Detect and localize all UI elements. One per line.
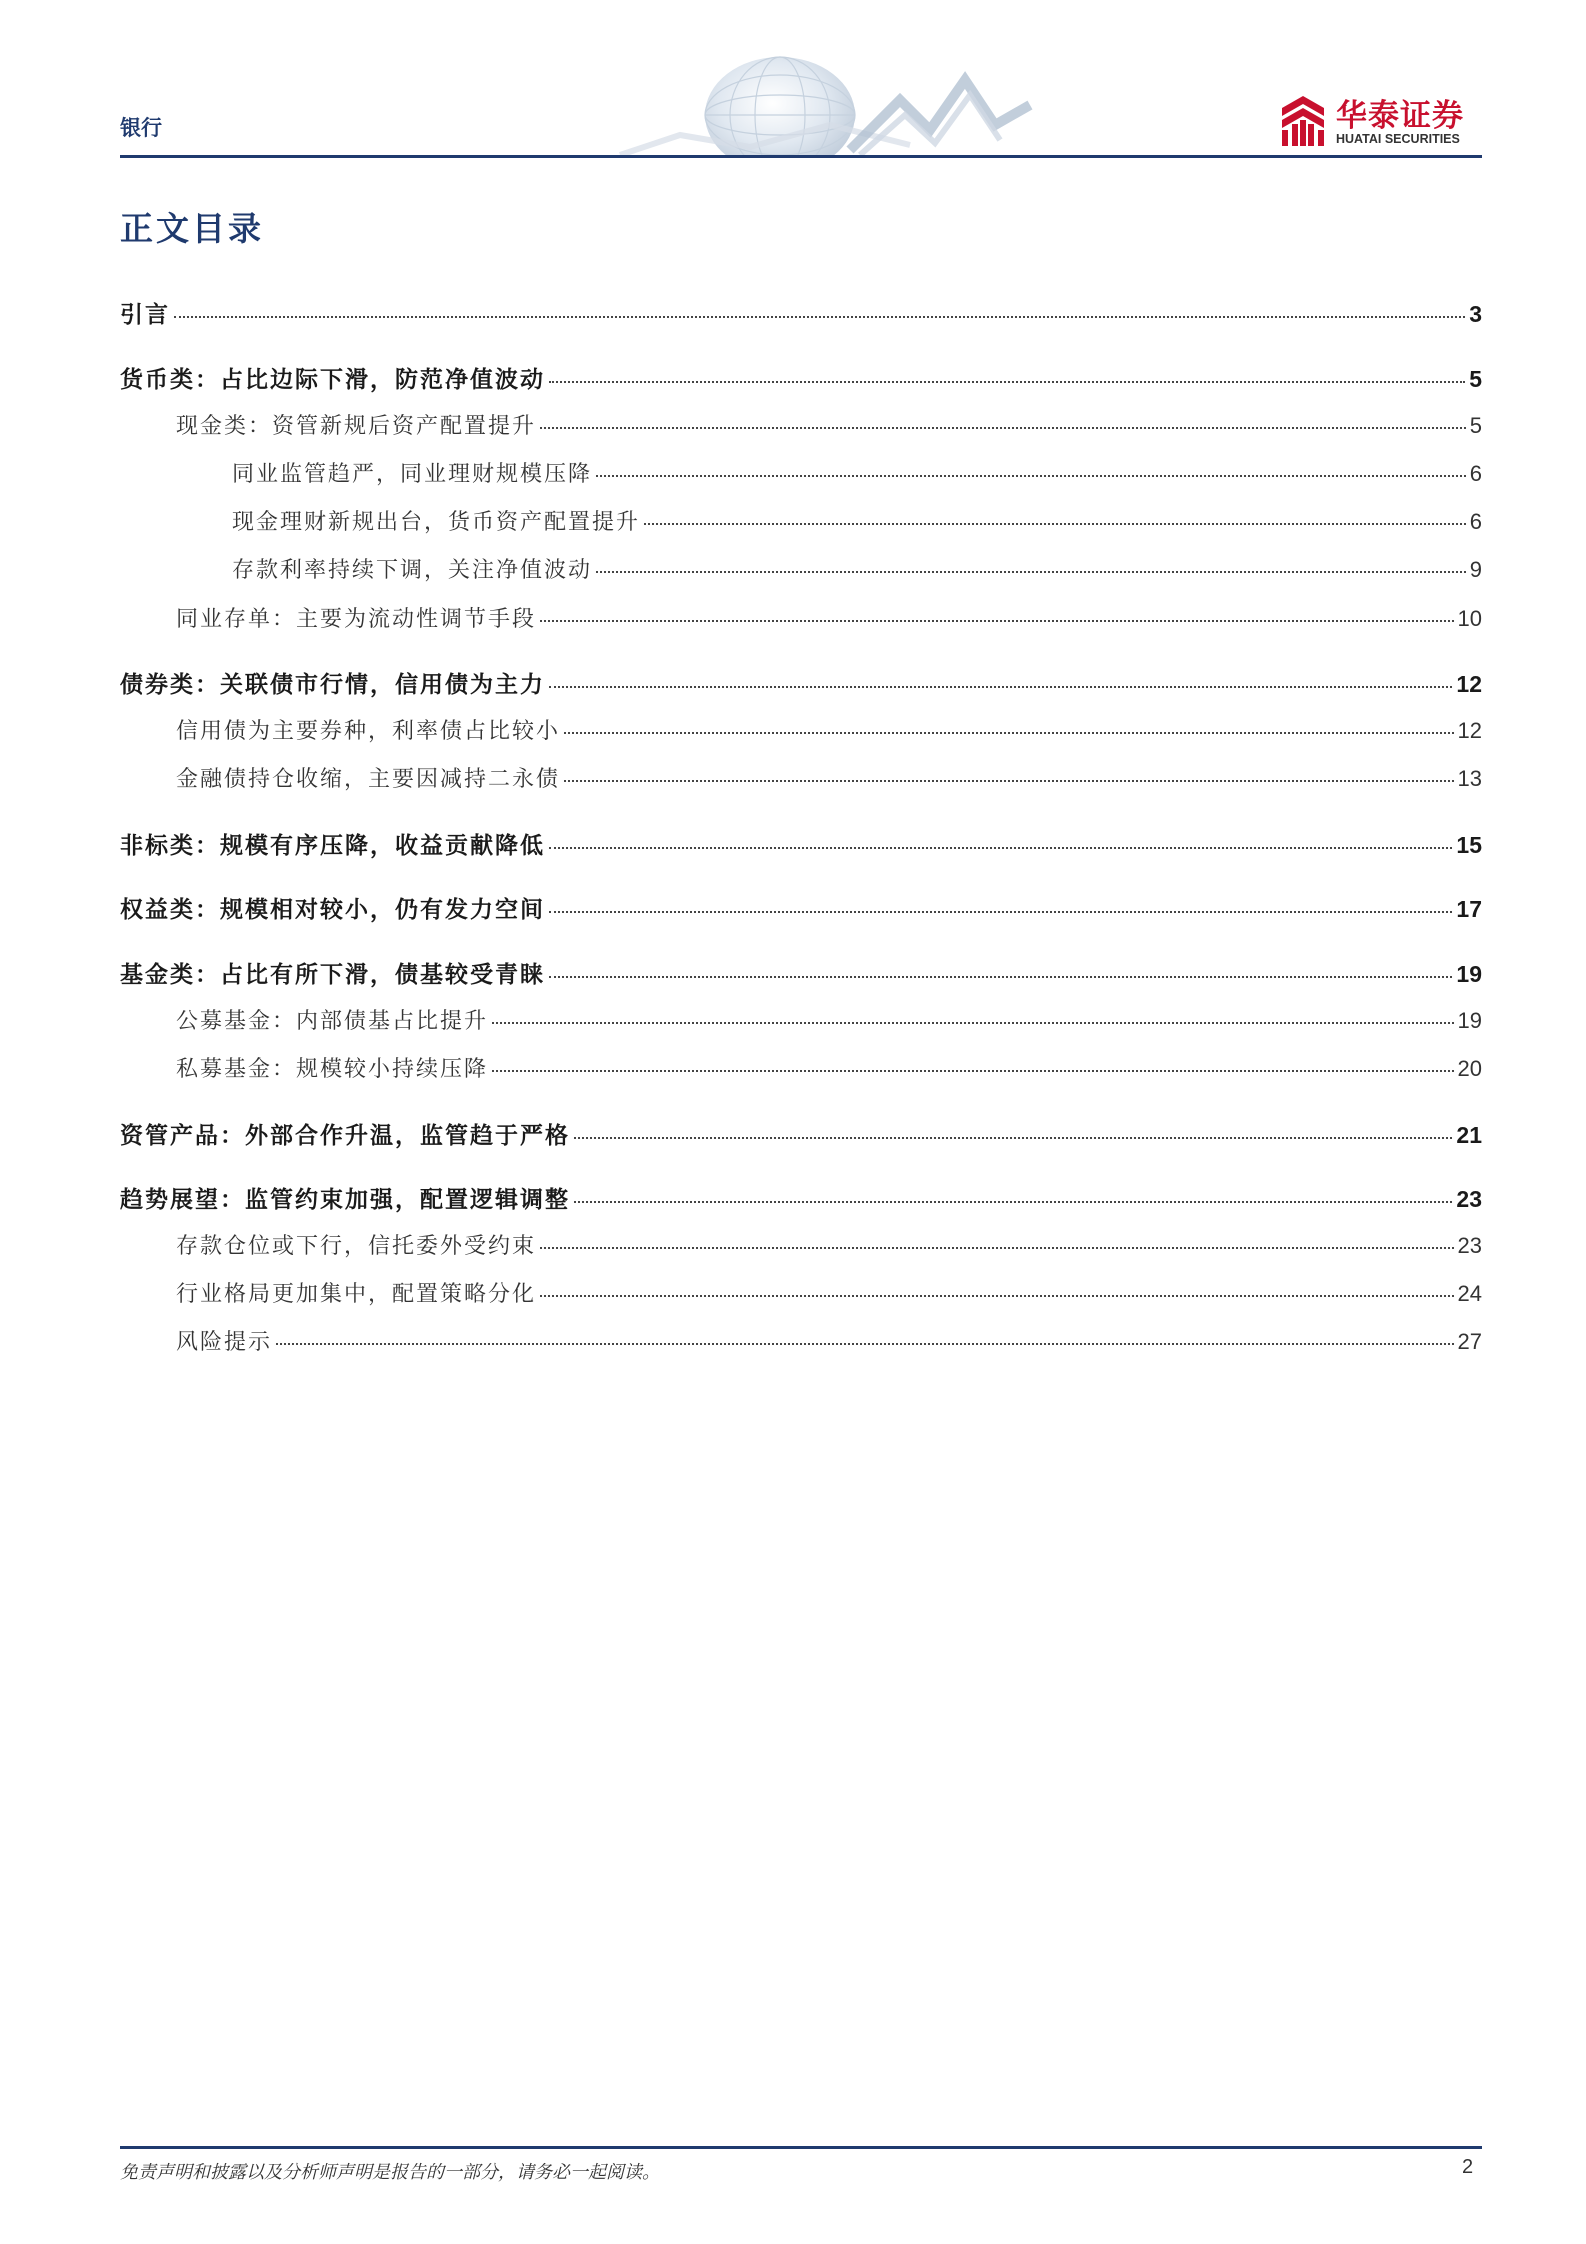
- toc-dot-leader: [549, 847, 1452, 849]
- toc-entry[interactable]: [176, 762, 1482, 796]
- toc-entry-label: 公募基金：内部债基占比提升: [176, 1009, 489, 1034]
- page-number: 2: [1462, 2156, 1474, 2178]
- toc-entry[interactable]: [176, 1277, 1482, 1311]
- toc-entry-label: 现金类：资管新规后资产配置提升: [176, 414, 537, 439]
- toc-entry[interactable]: [176, 409, 1482, 443]
- toc-entry-page: 5: [1469, 366, 1482, 392]
- header-section-label: 银行: [120, 116, 162, 140]
- toc-entry-page: 9: [1469, 557, 1482, 582]
- huatai-logo: [1278, 94, 1478, 150]
- toc-entry-label: 货币类：占比边际下滑，防范净值波动: [120, 366, 545, 393]
- toc-entry-label: 非标类：规模有序压降，收益贡献降低: [120, 832, 545, 859]
- brand-name-cn: 华泰证券: [1336, 98, 1464, 134]
- toc-dot-leader: [574, 1137, 1452, 1139]
- toc-entry[interactable]: [176, 602, 1482, 636]
- toc-entry-page: 20: [1457, 1056, 1482, 1081]
- toc-dot-leader: [492, 1022, 1454, 1024]
- toc-entry-label: 存款仓位或下行，信托委外受约束: [176, 1234, 537, 1259]
- toc-entry[interactable]: [120, 956, 1482, 990]
- toc-dot-leader: [540, 620, 1454, 622]
- toc-dot-leader: [540, 1247, 1454, 1249]
- header-decorative-globe-graphic: [600, 55, 1060, 155]
- toc-entry[interactable]: [120, 296, 1482, 330]
- brand-name-en: HUATAI SECURITIES: [1336, 132, 1460, 146]
- toc-entry-label: 行业格局更加集中，配置策略分化: [176, 1282, 537, 1307]
- toc-entry-page: 6: [1469, 509, 1482, 534]
- huatai-logo-icon: [1278, 94, 1328, 146]
- toc-entry-page: 19: [1456, 961, 1482, 987]
- toc-entry-page: 5: [1469, 413, 1482, 438]
- toc-dot-leader: [549, 381, 1465, 383]
- toc-dot-leader: [174, 316, 1465, 318]
- toc-entry[interactable]: [176, 1229, 1482, 1263]
- toc-entry-label: 现金理财新规出台，货币资产配置提升: [232, 510, 641, 535]
- toc-dot-leader: [540, 427, 1466, 429]
- page-header: [0, 0, 1586, 160]
- toc-entry-label: 趋势展望：监管约束加强，配置逻辑调整: [120, 1186, 570, 1213]
- toc-entry[interactable]: [176, 1325, 1482, 1359]
- toc-entry[interactable]: [232, 553, 1482, 587]
- toc-entry-label: 私募基金：规模较小持续压降: [176, 1057, 489, 1082]
- toc-entry[interactable]: [176, 1052, 1482, 1086]
- toc-entry[interactable]: [232, 505, 1482, 539]
- toc-entry-page: 6: [1469, 461, 1482, 486]
- toc-entry-label: 债券类：关联债市行情，信用债为主力: [120, 671, 545, 698]
- toc-entry-page: 12: [1456, 671, 1482, 697]
- toc-entry-label: 权益类：规模相对较小，仍有发力空间: [120, 896, 545, 923]
- toc-entry-label: 金融债持仓收缩，主要因减持二永债: [176, 767, 561, 792]
- toc-entry-label: 信用债为主要券种，利率债占比较小: [176, 719, 561, 744]
- toc-dot-leader: [549, 976, 1452, 978]
- toc-entry-page: 21: [1456, 1122, 1482, 1148]
- toc-entry-label: 资管产品：外部合作升温，监管趋于严格: [120, 1122, 570, 1149]
- toc-entry[interactable]: [120, 827, 1482, 861]
- toc-dot-leader: [564, 780, 1454, 782]
- toc-dot-leader: [549, 686, 1452, 688]
- toc-entry[interactable]: [120, 891, 1482, 925]
- toc-title: 正文目录: [120, 209, 264, 248]
- toc-entry[interactable]: [176, 714, 1482, 748]
- toc-entry-page: 10: [1457, 606, 1482, 631]
- toc-dot-leader: [644, 523, 1466, 525]
- toc-entry-label: 风险提示: [176, 1330, 273, 1355]
- toc-entry-label: 存款利率持续下调，关注净值波动: [232, 558, 593, 583]
- footer-divider: [120, 2146, 1482, 2149]
- toc-entry-page: 23: [1456, 1186, 1482, 1212]
- toc-entry[interactable]: [120, 1117, 1482, 1151]
- header-divider: [120, 155, 1482, 158]
- toc-entry[interactable]: [120, 666, 1482, 700]
- toc-entry-page: 12: [1457, 718, 1482, 743]
- toc-entry[interactable]: [120, 361, 1482, 395]
- toc-entry-page: 27: [1457, 1329, 1482, 1354]
- toc-dot-leader: [276, 1343, 1454, 1345]
- toc-entry-label: 基金类：占比有所下滑，债基较受青睐: [120, 961, 545, 988]
- toc-dot-leader: [549, 911, 1452, 913]
- toc-entry-page: 13: [1457, 766, 1482, 791]
- toc-entry[interactable]: [176, 1004, 1482, 1038]
- toc-dot-leader: [492, 1070, 1454, 1072]
- footer-disclaimer: 免责声明和披露以及分析师声明是报告的一部分，请务必一起阅读。: [120, 2162, 660, 2183]
- toc-dot-leader: [596, 571, 1466, 573]
- toc-entry-page: 23: [1457, 1233, 1482, 1258]
- toc-entry-page: 17: [1456, 896, 1482, 922]
- toc-entry-page: 19: [1457, 1008, 1482, 1033]
- toc-dot-leader: [540, 1295, 1454, 1297]
- toc-entry-label: 同业存单：主要为流动性调节手段: [176, 607, 537, 632]
- toc-entry[interactable]: [120, 1181, 1482, 1215]
- toc-dot-leader: [574, 1201, 1452, 1203]
- toc-entry-page: 24: [1457, 1281, 1482, 1306]
- toc-entry-label: 同业监管趋严，同业理财规模压降: [232, 462, 593, 487]
- toc-entry-page: 15: [1456, 832, 1482, 858]
- toc-dot-leader: [564, 732, 1454, 734]
- toc-entry-page: 3: [1469, 301, 1482, 327]
- toc-entry[interactable]: [232, 457, 1482, 491]
- toc-dot-leader: [596, 475, 1466, 477]
- toc-entry-label: 引言: [120, 301, 170, 328]
